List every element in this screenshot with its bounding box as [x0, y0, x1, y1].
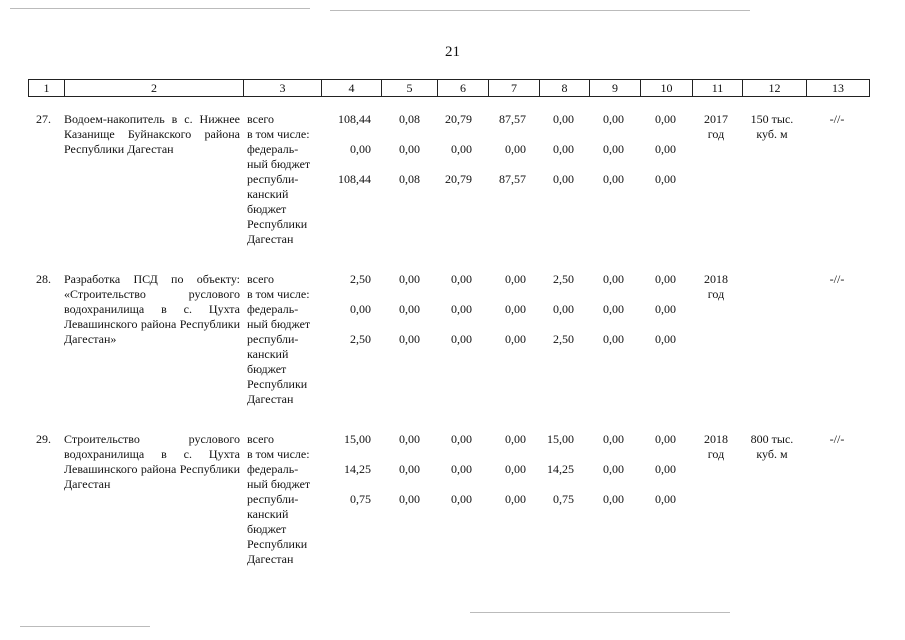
amount-federal: 0,00 [655, 142, 676, 156]
amount-republic: 2,50 [553, 332, 574, 346]
funding-source-label: всего [247, 112, 275, 126]
amount-republic: 0,00 [603, 492, 624, 506]
column-header-5: 5 [381, 80, 437, 96]
row-number: 28. [36, 272, 51, 286]
amount-total: 15,00 [344, 432, 371, 446]
amount-republic: 87,57 [499, 172, 526, 186]
funding-source-label: канский [247, 347, 289, 361]
amount-total: 0,00 [399, 272, 420, 286]
amount-total: 0,00 [655, 272, 676, 286]
amount-total: 0,00 [451, 272, 472, 286]
capacity-line: 150 тыс. [750, 112, 794, 126]
amount-federal: 0,00 [655, 302, 676, 316]
amount-total: 0,00 [603, 432, 624, 446]
amount-republic: 0,00 [655, 172, 676, 186]
funding-source-label: бюджет [247, 522, 287, 536]
completion-year-line: год [707, 287, 725, 301]
funding-source-label: ный бюджет [247, 477, 311, 491]
amount-total: 0,00 [655, 112, 676, 126]
column-header-3: 3 [243, 80, 321, 96]
amount-republic: 20,79 [445, 172, 472, 186]
column-header-2: 2 [64, 80, 243, 96]
amount-total: 0,00 [399, 432, 420, 446]
funding-source-label: всего [247, 432, 275, 446]
capacity [742, 432, 802, 462]
amount-republic: 0,00 [505, 332, 526, 346]
column-header-12: 12 [742, 80, 806, 96]
amount-federal: 0,00 [451, 142, 472, 156]
amount-total: 0,08 [399, 112, 420, 126]
amount-total: 87,57 [499, 112, 526, 126]
funding-source-label: бюджет [247, 202, 287, 216]
column-header-8: 8 [539, 80, 589, 96]
funding-source-label: федераль- [247, 142, 299, 156]
row-number: 29. [36, 432, 51, 446]
completion-year-line: год [707, 447, 725, 461]
object-name: Разработка ПСД по объекту: «Строительство руслового водохранилища в с. Цухта Левашинского района Республики Дагестан» [64, 272, 240, 346]
amount-federal: 0,00 [553, 302, 574, 316]
amount-federal: 0,00 [505, 302, 526, 316]
funding-source-label: Дагестан [247, 392, 294, 406]
note: -//- [829, 272, 845, 286]
completion-year [696, 272, 736, 302]
amount-federal: 14,25 [547, 462, 574, 476]
amount-federal: 0,00 [603, 462, 624, 476]
column-header-11: 11 [692, 80, 742, 96]
amount-federal: 0,00 [451, 462, 472, 476]
funding-source-label: республи- [247, 172, 299, 186]
funding-source-label: бюджет [247, 362, 287, 376]
amount-federal: 0,00 [603, 302, 624, 316]
note: -//- [829, 432, 845, 446]
amount-total: 0,00 [505, 432, 526, 446]
column-header-7: 7 [488, 80, 539, 96]
amount-republic: 0,75 [553, 492, 574, 506]
object-name: Водоем-накопитель в с. Нижнее Казанище Буйнакского района Республики Дагестан [64, 112, 240, 156]
amount-republic: 0,00 [399, 492, 420, 506]
amount-federal: 14,25 [344, 462, 371, 476]
amount-republic: 0,00 [399, 332, 420, 346]
funding-source-label: республи- [247, 332, 299, 346]
amount-republic: 0,00 [655, 492, 676, 506]
column-header-row [28, 79, 870, 97]
amount-republic: 0,00 [553, 172, 574, 186]
amount-federal: 0,00 [350, 302, 371, 316]
column-header-10: 10 [640, 80, 692, 96]
amount-federal: 0,00 [399, 302, 420, 316]
amount-republic: 0,00 [655, 332, 676, 346]
amount-federal: 0,00 [603, 142, 624, 156]
column-header-9: 9 [589, 80, 640, 96]
column-header-13: 13 [806, 80, 870, 96]
funding-source-label: Республики [247, 217, 308, 231]
funding-source-label: ный бюджет [247, 317, 311, 331]
funding-source-label: в том числе: [247, 447, 310, 461]
amount-total: 108,44 [338, 112, 371, 126]
amount-federal: 0,00 [553, 142, 574, 156]
amount-federal: 0,00 [399, 142, 420, 156]
note: -//- [829, 112, 845, 126]
column-header-1: 1 [28, 80, 64, 96]
row-number: 27. [36, 112, 51, 126]
amount-total: 15,00 [547, 432, 574, 446]
completion-year-line: год [707, 127, 725, 141]
amount-total: 2,50 [350, 272, 371, 286]
amount-total: 0,00 [603, 272, 624, 286]
amount-total: 2,50 [553, 272, 574, 286]
amount-republic: 0,00 [451, 332, 472, 346]
capacity-line: куб. м [756, 127, 788, 141]
funding-source-label: республи- [247, 492, 299, 506]
amount-federal: 0,00 [655, 462, 676, 476]
amount-republic: 0,08 [399, 172, 420, 186]
amount-federal: 0,00 [505, 142, 526, 156]
amount-federal: 0,00 [399, 462, 420, 476]
funding-source-label: федераль- [247, 462, 299, 476]
capacity-line: куб. м [756, 447, 788, 461]
page-number: 21 [445, 44, 460, 60]
amount-total: 0,00 [603, 112, 624, 126]
amount-federal: 0,00 [350, 142, 371, 156]
completion-year-line: 2017 [704, 112, 728, 126]
amount-federal: 0,00 [505, 462, 526, 476]
amount-federal: 0,00 [451, 302, 472, 316]
funding-source-label: Дагестан [247, 232, 294, 246]
completion-year-line: 2018 [704, 432, 728, 446]
completion-year [696, 432, 736, 462]
completion-year [696, 112, 736, 142]
completion-year-line: 2018 [704, 272, 728, 286]
amount-republic: 0,75 [350, 492, 371, 506]
funding-source-label: всего [247, 272, 275, 286]
funding-source-label: в том числе: [247, 287, 310, 301]
column-header-6: 6 [437, 80, 488, 96]
amount-total: 0,00 [505, 272, 526, 286]
amount-republic: 0,00 [505, 492, 526, 506]
funding-source-label: канский [247, 187, 289, 201]
capacity-line: 800 тыс. [750, 432, 794, 446]
object-name: Строительство руслового водохранилища в с. Цухта Левашинского района Республики Дагестан [64, 432, 240, 491]
amount-republic: 0,00 [451, 492, 472, 506]
capacity [742, 112, 802, 142]
funding-source-label: ный бюджет [247, 157, 311, 171]
funding-source-label: канский [247, 507, 289, 521]
funding-source-label: Республики [247, 537, 308, 551]
amount-republic: 2,50 [350, 332, 371, 346]
funding-source-label: Республики [247, 377, 308, 391]
funding-source-label: Дагестан [247, 552, 294, 566]
amount-total: 20,79 [445, 112, 472, 126]
amount-republic: 0,00 [603, 332, 624, 346]
amount-total: 0,00 [451, 432, 472, 446]
funding-source-label: в том числе: [247, 127, 310, 141]
amount-total: 0,00 [655, 432, 676, 446]
column-header-4: 4 [321, 80, 381, 96]
funding-source-label: федераль- [247, 302, 299, 316]
amount-total: 0,00 [553, 112, 574, 126]
amount-republic: 108,44 [338, 172, 371, 186]
amount-republic: 0,00 [603, 172, 624, 186]
